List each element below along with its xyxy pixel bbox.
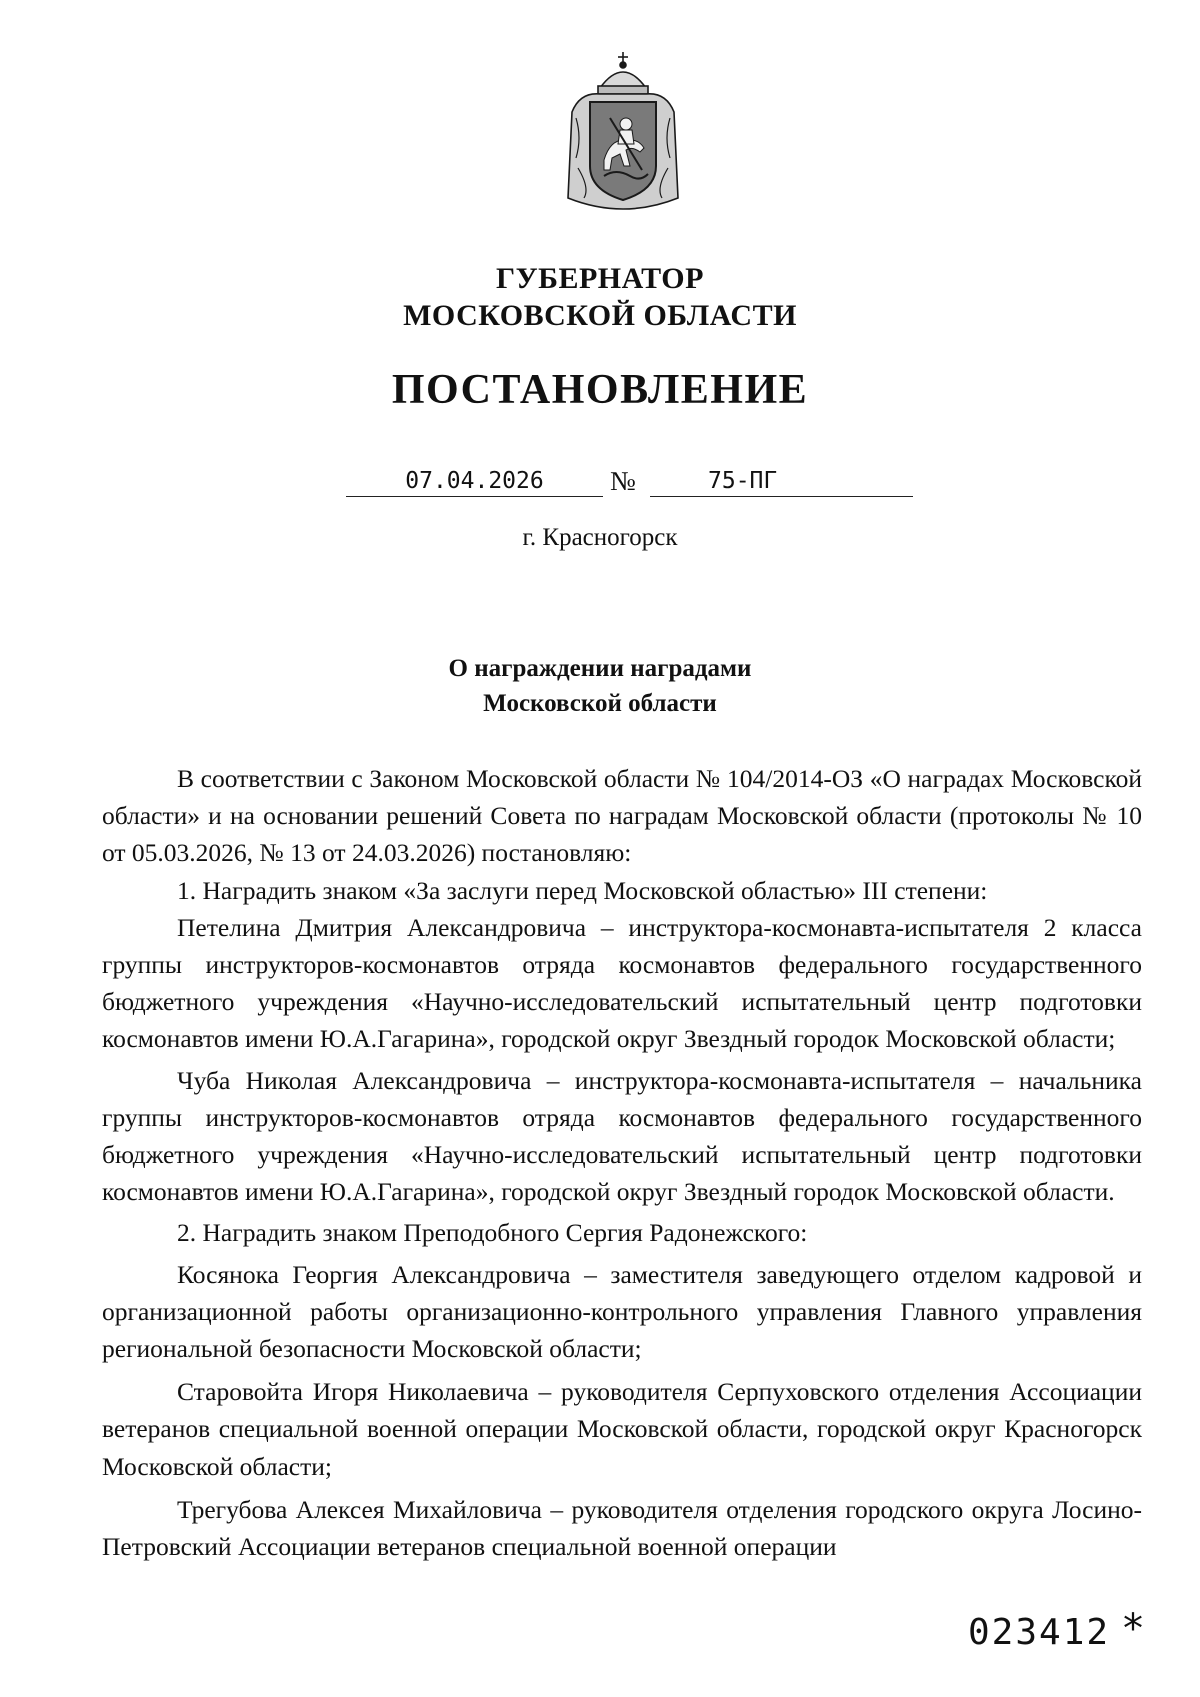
issue-city: г. Красногорск [522,524,678,551]
decree-body [102,760,1142,1565]
decree-date: 07.04.2026 [346,466,603,497]
body-paragraph: Петелина Дмитрия Александровича – инструктора-космонавта-испытателя 2 класса группы инструкторов-космонавтов отряда космонавтов федерального государственного бюджетного учреждения «Научно-исследовательский испытательный центр подготовки космонавтов имени Ю.А.Гагарина», городской округ Звездный городок Московской области; [102,912,1142,1054]
body-paragraph: В соответствии с Законом Московской области № 104/2014-ОЗ «О наградах Московской области» и на основании решений Совета по наградам Московской области (протоколы № 10 от 05.03.2026, № 13 от 24.03.2026) постановляю: [102,764,1142,868]
document-type: ПОСТАНОВЛЕНИЕ [391,367,809,413]
decree-number-field [650,466,913,497]
body-paragraph: Чуба Николая Александровича – инструктора-космонавта-испытателя – начальника группы инструкторов-космонавтов отряда космонавтов федерального государственного бюджетного учреждения «Научно-исследовательский испытательный центр подготовки космонавтов имени Ю.А.Гагарина», городской округ Звездный городок Московской области. [102,1065,1142,1207]
body-paragraph: Старовойта Игоря Николаевича – руководителя Серпуховского отделения Ассоциации ветеранов специальной военной операции Московской области, городской округ Красногорск Московской области; [102,1377,1142,1481]
coat-of-arms-icon [560,48,686,218]
issuer-title-line1: ГУБЕРНАТОР [496,262,704,295]
issuer-title-line2: МОСКОВСКОЙ ОБЛАСТИ [403,299,797,332]
number-sign: № [610,466,636,496]
subject-line1: О награждении наградами [448,655,752,682]
asterisk-mark: * [1123,1606,1143,1652]
body-paragraph: 2. Наградить знаком Преподобного Сергия Радонежского: [177,1218,808,1248]
subject-line2: Московской области [483,690,717,717]
form-serial-number: 023412 [968,1612,1111,1653]
decree-number: 75-ПГ [708,468,778,494]
body-paragraph: Трегубова Алексея Михайловича – руководителя отделения городского округа Лосино-Петровский Ассоциации ветеранов специальной военной операции [102,1494,1142,1562]
body-paragraph: Косянока Георгия Александровича – заместителя заведующего отделом кадровой и организационной работы организационно-контрольного управления Главного управления региональной безопасности Московской области; [102,1259,1142,1364]
body-paragraph: 1. Наградить знаком «За заслуги перед Московской областью» III степени: [177,875,988,905]
